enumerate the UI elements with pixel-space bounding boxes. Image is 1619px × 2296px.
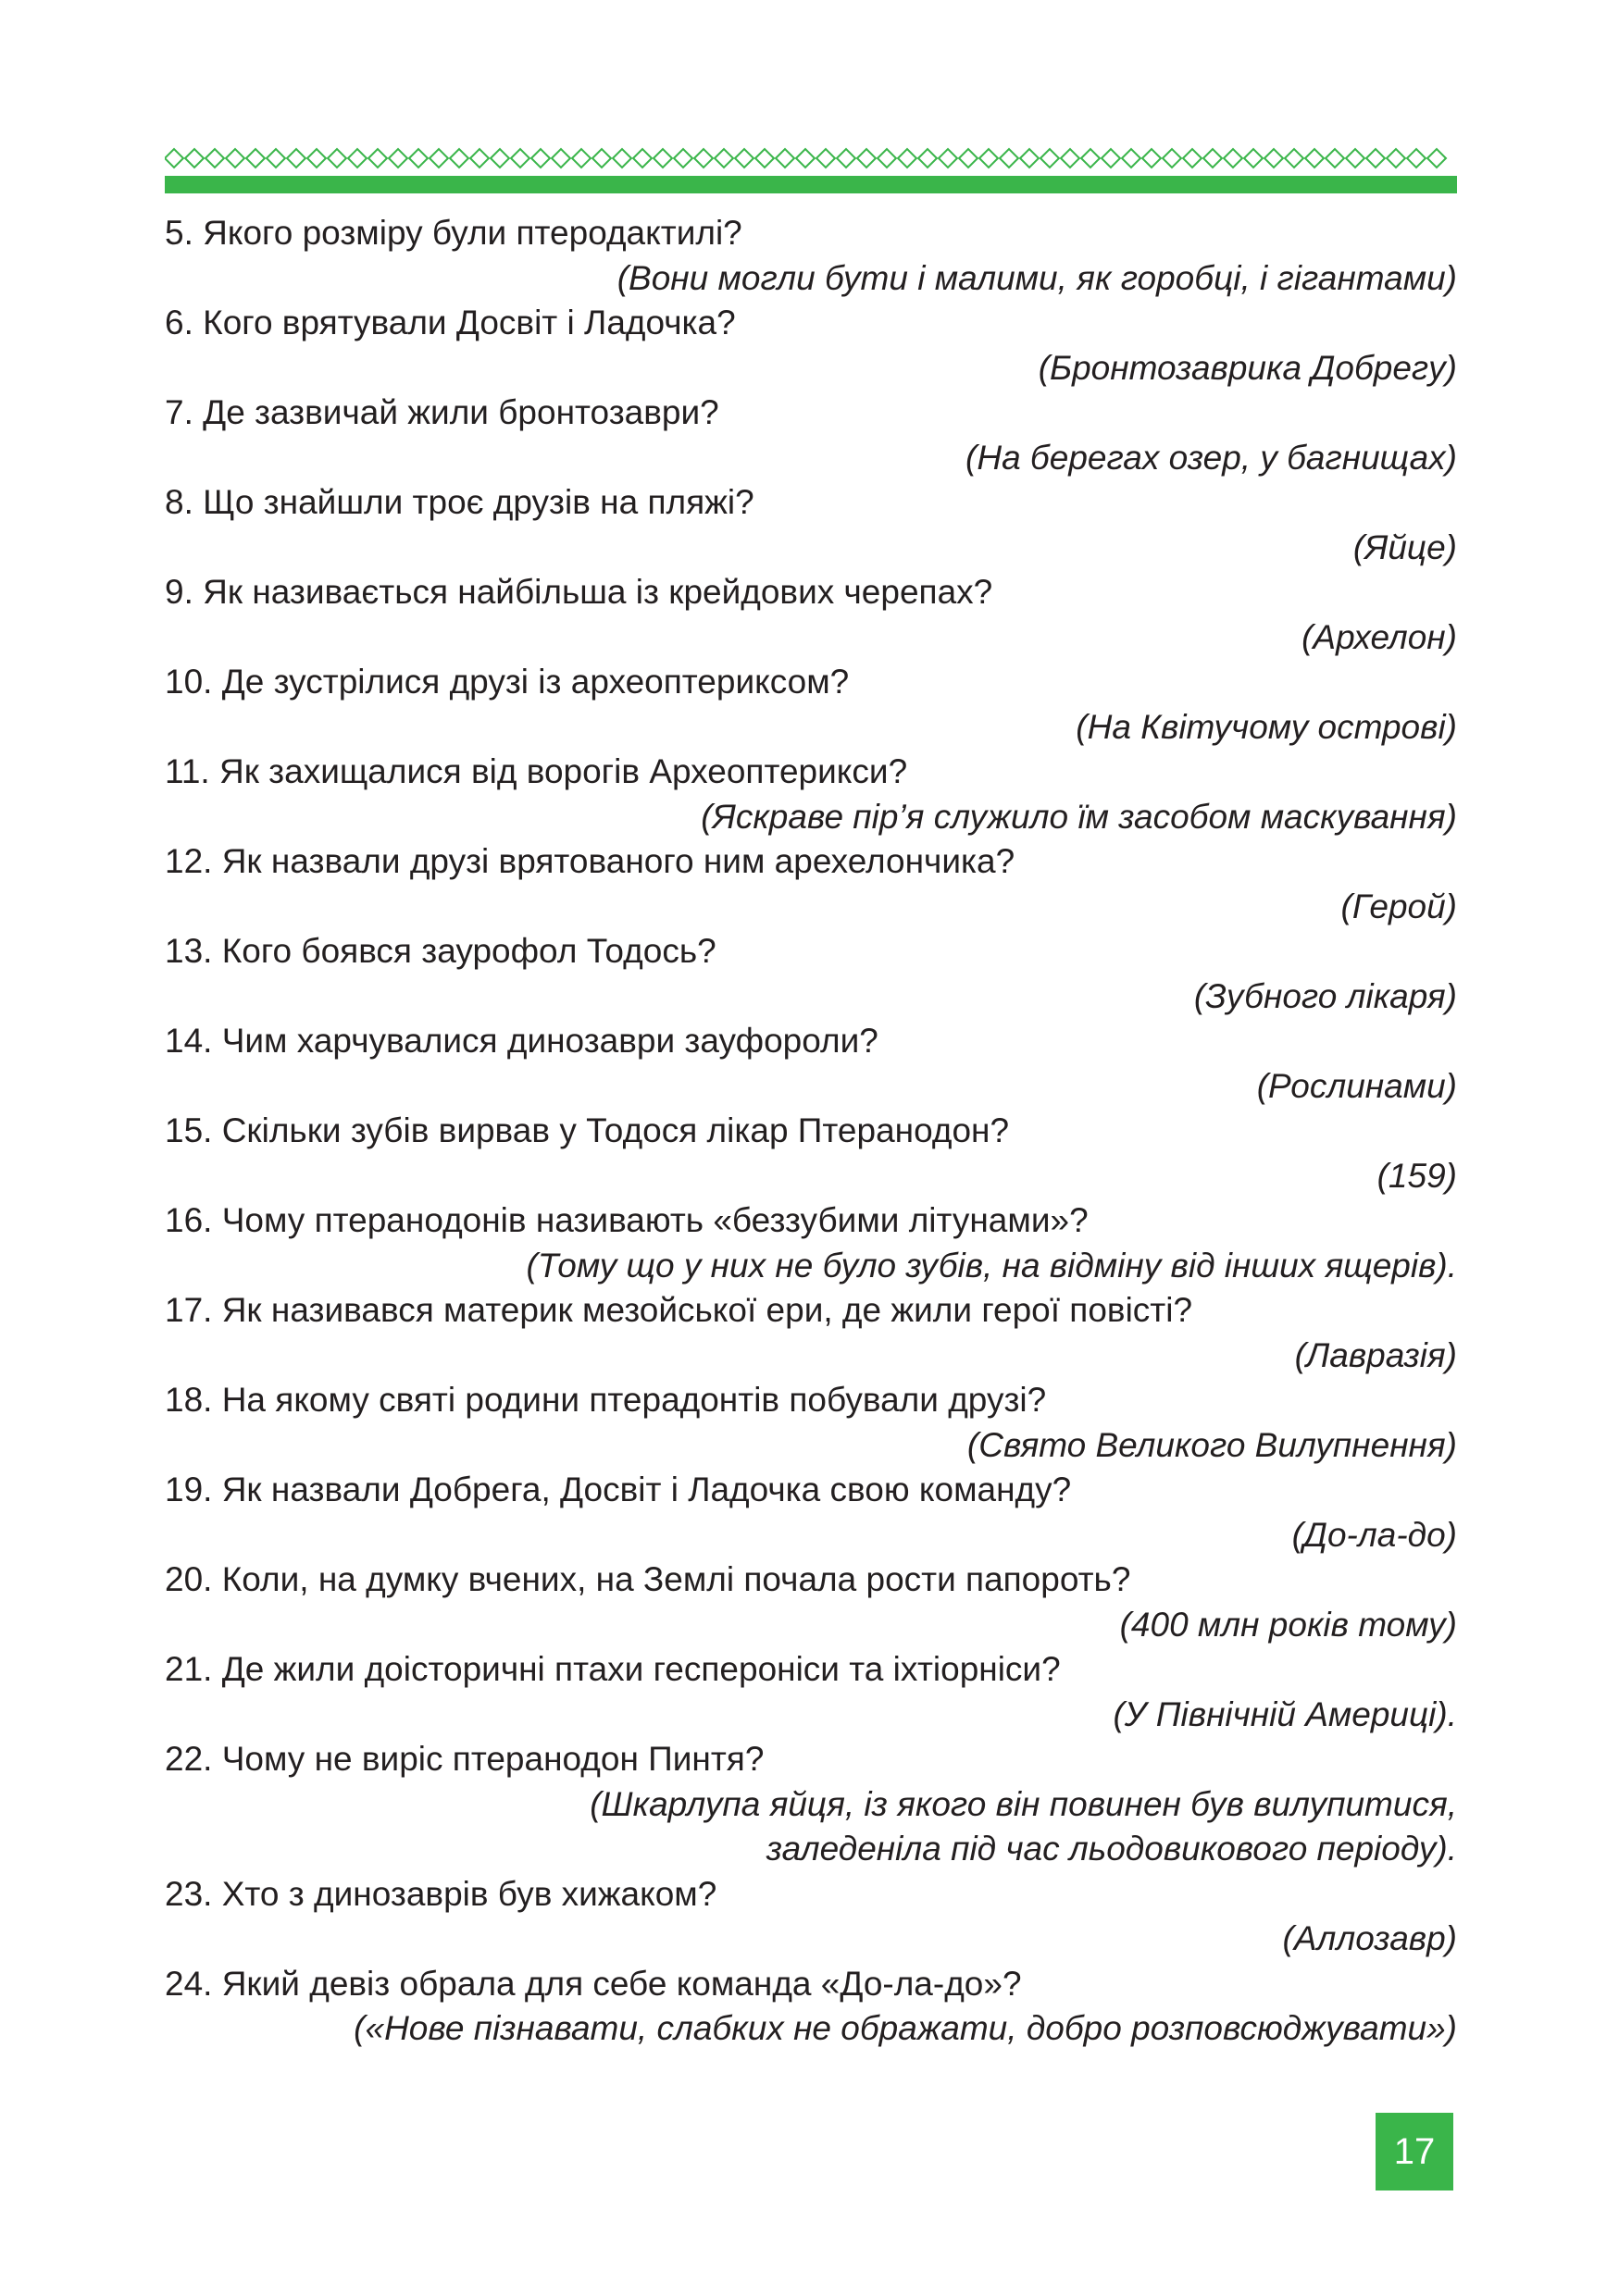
qa-item [165, 1198, 1457, 1288]
qa-item [165, 301, 1457, 391]
ornament-diamond [1183, 149, 1202, 168]
ornament-diamond [816, 149, 835, 168]
answer-text: (Архелон) [1301, 617, 1457, 656]
qa-item [165, 1019, 1457, 1109]
answer-text: (Вони могли бути і малими, як горобці, і гігантами) [616, 258, 1457, 297]
ornament-diamond [959, 149, 978, 168]
ornament-diamond [1000, 149, 1018, 168]
ornament-diamond [755, 149, 774, 168]
ornament-diamond [1326, 149, 1344, 168]
qa-item [165, 1558, 1457, 1647]
ornament-diamond [1244, 149, 1263, 168]
ornament-diamond [389, 149, 407, 168]
ornament-diamond [165, 149, 183, 168]
ornament-diamond [1224, 149, 1242, 168]
qa-item [165, 570, 1457, 660]
qa-item [165, 1109, 1457, 1198]
page-number: 17 [1376, 2113, 1453, 2191]
ornament-diamond [491, 149, 509, 168]
ornament-diamond [776, 149, 794, 168]
ornament-diamond [531, 149, 550, 168]
qa-item [165, 1737, 1457, 1872]
ornament-diamond [1387, 149, 1405, 168]
ornament-diamond [450, 149, 468, 168]
ornament-diamond [1142, 149, 1161, 168]
answer-text: (Яскраве пір’я служило їм засобом маскування) [701, 797, 1457, 836]
question-text: 22. Чому не виріс птеранодон Пинтя? [165, 1740, 765, 1778]
ornament-diamond [918, 149, 937, 168]
answer-text: заледеніла під час льодовикового періоду). [766, 1830, 1457, 1868]
question-text: 17. Як називався материк мезойської ери, де жили герої повісті? [165, 1291, 1193, 1329]
question-text: 11. Як захищалися від ворогів Археоптерикси? [165, 752, 908, 790]
ornament-diamond [1264, 149, 1283, 168]
ornament-diamond [898, 149, 916, 168]
header-rule [165, 176, 1457, 193]
ornament-diamond [613, 149, 631, 168]
qa-item [165, 1378, 1457, 1468]
ornament-diamond [1346, 149, 1364, 168]
question-text: 24. Який девіз обрала для себе команда «До-ла-до»? [165, 1964, 1022, 2003]
answer-text: (До-ла-до) [1291, 1515, 1457, 1554]
qa-item [165, 839, 1457, 929]
question-text: 23. Хто з динозаврів був хижаком? [165, 1874, 717, 1913]
ornament-diamond [287, 149, 305, 168]
ornament-diamond [430, 149, 448, 168]
qa-item [165, 211, 1457, 301]
qa-item [165, 1288, 1457, 1378]
question-text: 16. Чому птеранодонів називають «беззубими літунами»? [165, 1201, 1089, 1239]
ornament-diamond [1285, 149, 1303, 168]
ornament-diamond [1040, 149, 1059, 168]
ornament-diamond [552, 149, 570, 168]
answer-text: (Яйце) [1352, 527, 1457, 566]
question-text: 15. Скільки зубів вирвав у Тодося лікар Птеранодон? [165, 1111, 1010, 1149]
ornament-diamond [715, 149, 733, 168]
question-text: 20. Коли, на думку вчених, на Землі почала рости папороть? [165, 1560, 1131, 1598]
qa-item [165, 480, 1457, 570]
question-text: 13. Кого боявся заурофол Тодось? [165, 932, 716, 970]
question-text: 5. Якого розміру були птеродактилі? [165, 214, 742, 252]
ornament-diamond [307, 149, 326, 168]
answer-text: («Нове пізнавати, слабких не ображати, добро розповсюджувати») [354, 2009, 1457, 2047]
ornament-diamond [1061, 149, 1079, 168]
ornament-diamond [409, 149, 428, 168]
answer-text: (Зубного лікаря) [1193, 976, 1457, 1015]
answer-text: (У Північній Америці). [1113, 1694, 1457, 1733]
question-text: 9. Як називається найбільша із крейдових черепах? [165, 573, 993, 611]
ornament-diamond [1020, 149, 1039, 168]
qa-item [165, 1468, 1457, 1558]
answer-text: (Герой) [1340, 887, 1457, 925]
ornament-diamond [633, 149, 652, 168]
qa-item [165, 1962, 1457, 2052]
question-text: 7. Де зазвичай жили бронтозаври? [165, 393, 719, 431]
answer-text: (400 млн років тому) [1119, 1605, 1457, 1644]
answer-text: (Рослинами) [1256, 1066, 1457, 1105]
question-text: 8. Що знайшли троє друзів на пляжі? [165, 483, 754, 521]
question-text: 21. Де жили доісторичні птахи геспероніси та іхтіорніси? [165, 1650, 1061, 1688]
answer-text: (Шкарлупа яйця, із якого він повинен був вилупитися, [590, 1784, 1457, 1823]
ornament-diamond [796, 149, 815, 168]
qa-item [165, 750, 1457, 839]
ornament-diamond [1102, 149, 1120, 168]
answer-text: (Аллозавр) [1282, 1919, 1457, 1957]
question-text: 6. Кого врятували Досвіт і Ладочка? [165, 304, 736, 341]
answer-text: (На Квітучому острові) [1076, 707, 1457, 746]
ornament-diamond [654, 149, 672, 168]
ornament-diamond [1163, 149, 1181, 168]
ornament-diamond [511, 149, 529, 168]
ornament-diamond [674, 149, 692, 168]
ornament-diamond [368, 149, 387, 168]
question-text: 10. Де зустрілися друзі із археоптериксом? [165, 663, 850, 701]
answer-text: (Лавразія) [1294, 1335, 1457, 1374]
answer-text: (Тому що у них не було зубів, на відміну від інших ящерів). [526, 1246, 1457, 1285]
answer-text: (На берегах озер, у багнищах) [965, 438, 1457, 477]
question-text: 18. На якому святі родини птерадонтів побували друзі? [165, 1381, 1047, 1419]
qa-item [165, 1872, 1457, 1962]
ornament-diamond [267, 149, 285, 168]
qa-item [165, 929, 1457, 1019]
ornament-diamond [348, 149, 367, 168]
ornament-diamond [694, 149, 713, 168]
ornament-diamond [185, 149, 204, 168]
qa-list [165, 211, 1457, 2052]
ornament-diamond [1203, 149, 1222, 168]
ornament-diamond [205, 149, 224, 168]
ornament-diamond [878, 149, 896, 168]
ornament-diamond [979, 149, 998, 168]
ornament-diamond [939, 149, 957, 168]
question-text: 14. Чим харчувалися динозаври зауфороли? [165, 1022, 878, 1060]
qa-item [165, 1647, 1457, 1737]
ornament-diamond [226, 149, 244, 168]
ornament-diamond [1427, 149, 1446, 168]
qa-item [165, 391, 1457, 480]
ornament-diamond [592, 149, 611, 168]
qa-item [165, 660, 1457, 750]
ornament-diamond [837, 149, 855, 168]
ornament-diamond [1081, 149, 1100, 168]
answer-text: (Бронтозаврика Добрегу) [1038, 348, 1457, 387]
ornament-diamond [1407, 149, 1426, 168]
ornament-diamond [470, 149, 489, 168]
ornament-diamond [1305, 149, 1324, 168]
diamond-chain-icon [165, 146, 1457, 170]
question-text: 19. Як назвали Добрега, Досвіт і Ладочка свою команду? [165, 1471, 1072, 1508]
ornament-diamond [1122, 149, 1140, 168]
ornament-diamond [328, 149, 346, 168]
ornament-diamond [857, 149, 876, 168]
ornament-diamond [1366, 149, 1385, 168]
ornament-diamond [735, 149, 753, 168]
answer-text: (Свято Великого Вилупнення) [966, 1425, 1457, 1464]
ornament-diamond [572, 149, 591, 168]
question-text: 12. Як назвали друзі врятованого ним арехелончика? [165, 842, 1015, 880]
answer-text: (159) [1376, 1156, 1457, 1195]
ornament-diamond [246, 149, 265, 168]
